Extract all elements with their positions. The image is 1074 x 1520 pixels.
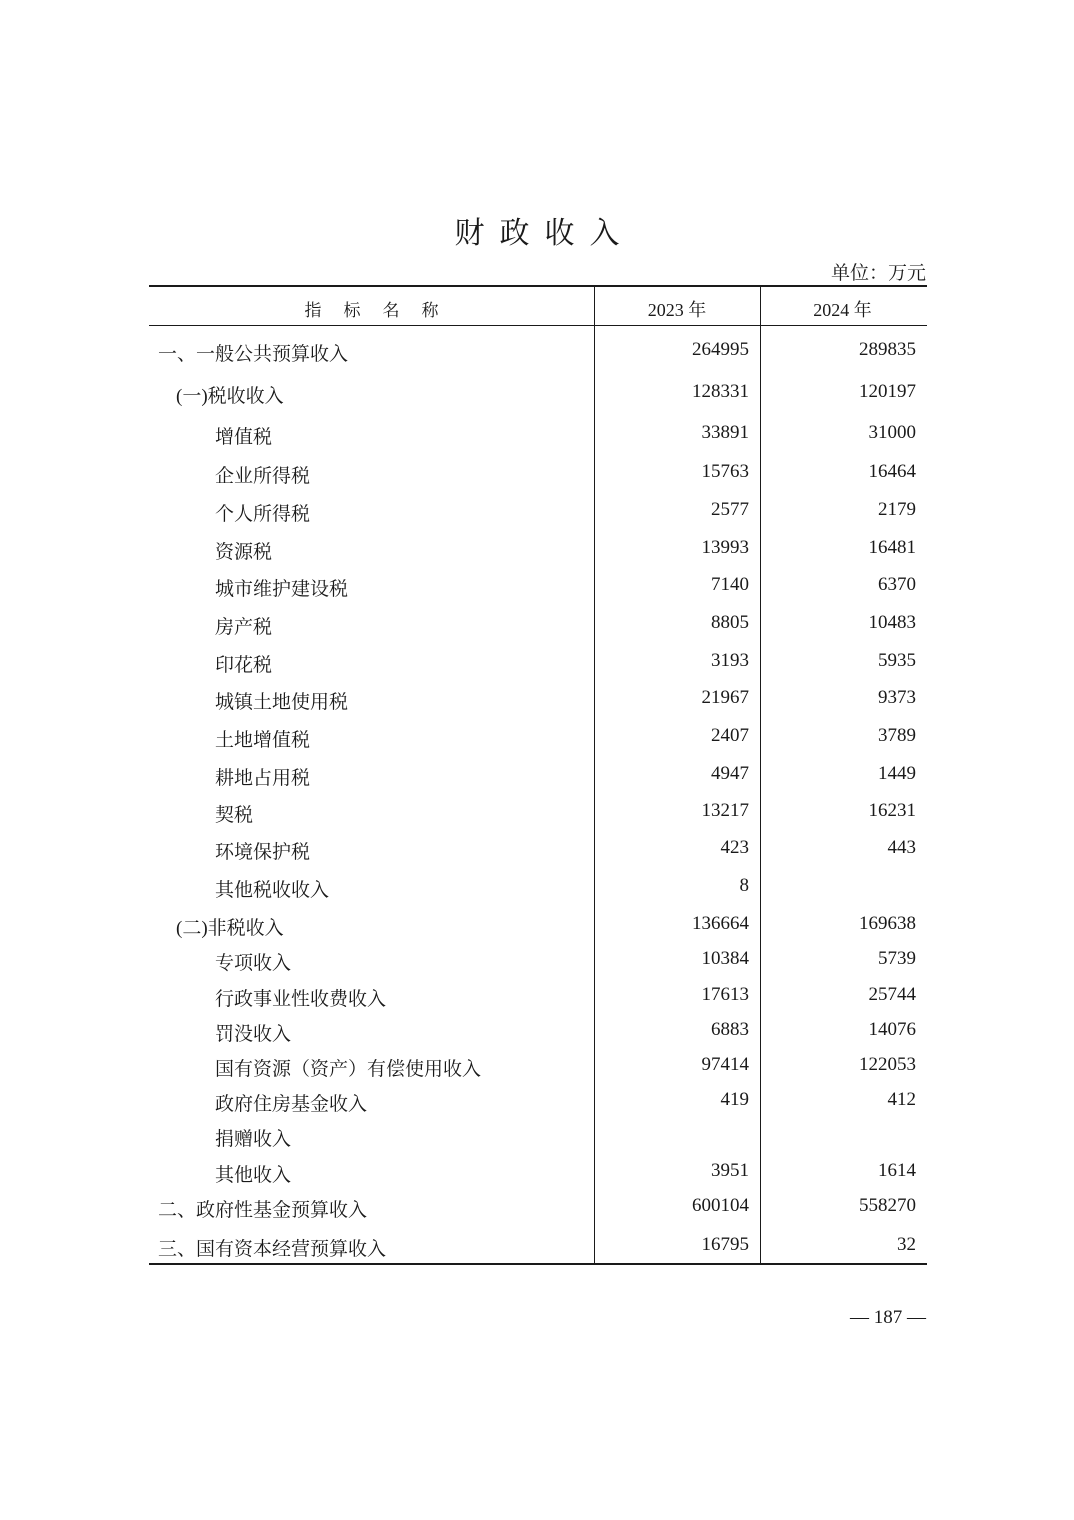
table-row (149, 567, 927, 601)
table-row (149, 374, 927, 408)
value-2023: 21967 (701, 687, 749, 708)
table-row (149, 793, 927, 827)
value-2023: 128331 (692, 381, 749, 402)
value-2023: 8 (739, 875, 749, 896)
value-2024: 16464 (868, 461, 916, 482)
row-label: 国有资源（资产）有偿使用收入 (215, 1059, 482, 1080)
table-row (149, 643, 927, 677)
row-label: 二、政府性基金预算收入 (158, 1200, 368, 1221)
table-header (149, 287, 927, 326)
row-label: 罚没收入 (215, 1024, 292, 1045)
table-row (149, 756, 927, 790)
value-2024: 16481 (868, 537, 916, 558)
table-row (149, 830, 927, 864)
value-2023: 3193 (711, 650, 749, 671)
row-label: 印花税 (215, 655, 273, 676)
table-row (149, 1227, 927, 1261)
row-label: 房产税 (215, 617, 273, 638)
unit-label: 单位：万元 (830, 263, 926, 284)
value-2023: 16795 (701, 1234, 749, 1255)
value-2024: 3789 (878, 725, 916, 746)
page-title: 财政收入 (454, 217, 635, 250)
row-label: 政府住房基金收入 (215, 1094, 368, 1115)
value-2023: 3951 (711, 1160, 749, 1181)
value-2024: 16231 (868, 800, 916, 821)
row-label: 其他税收收入 (215, 880, 330, 901)
value-2024: 9373 (878, 687, 916, 708)
table-row (149, 605, 927, 639)
row-label: 耕地占用税 (215, 768, 311, 789)
row-label: 专项收入 (215, 953, 292, 974)
row-label: (二)非税收入 (176, 918, 284, 939)
value-2024: 31000 (868, 422, 916, 443)
row-label: 城镇土地使用税 (215, 692, 349, 713)
value-2024: 5935 (878, 650, 916, 671)
header-year-2024: 2024 年 (813, 300, 872, 320)
value-2024: 1449 (878, 763, 916, 784)
row-label: 城市维护建设税 (215, 579, 349, 600)
row-label: (一)税收收入 (176, 386, 284, 407)
value-2023: 10384 (701, 948, 749, 969)
table-row (149, 1188, 927, 1222)
table-row (149, 530, 927, 564)
value-2023: 264995 (692, 339, 749, 360)
table-row (149, 492, 927, 526)
table-row (149, 941, 927, 975)
row-label: 行政事业性收费收入 (215, 989, 387, 1010)
header-indicator-name: 指标名称 (304, 301, 461, 321)
value-2024: 14076 (868, 1019, 916, 1040)
row-label: 个人所得税 (215, 504, 311, 525)
row-label: 契税 (215, 805, 254, 826)
value-2024: 122053 (859, 1054, 916, 1075)
row-label: 一、一般公共预算收入 (158, 344, 349, 365)
table-row (149, 680, 927, 714)
row-label: 环境保护税 (215, 842, 311, 863)
value-2024: 289835 (859, 339, 916, 360)
value-2023: 13217 (701, 800, 749, 821)
row-label: 增值税 (215, 427, 273, 448)
value-2023: 2407 (711, 725, 749, 746)
value-2024: 10483 (868, 612, 916, 633)
row-label: 企业所得税 (215, 466, 311, 487)
row-label: 土地增值税 (215, 730, 311, 751)
value-2023: 97414 (701, 1054, 749, 1075)
table-row (149, 332, 927, 366)
value-2023: 4947 (711, 763, 749, 784)
value-2023: 8805 (711, 612, 749, 633)
value-2024: 5739 (878, 948, 916, 969)
value-2023: 423 (720, 837, 749, 858)
value-2024: 1614 (878, 1160, 916, 1181)
row-label: 三、国有资本经营预算收入 (158, 1239, 387, 1260)
value-2023: 33891 (701, 422, 749, 443)
value-2023: 600104 (692, 1195, 749, 1216)
row-label: 捐赠收入 (215, 1129, 292, 1150)
table-row (149, 1047, 927, 1081)
value-2024: 169638 (859, 913, 916, 934)
row-label: 资源税 (215, 542, 273, 563)
table-row (149, 454, 927, 488)
value-2023: 419 (720, 1089, 749, 1110)
value-2023: 6883 (711, 1019, 749, 1040)
value-2024: 558270 (859, 1195, 916, 1216)
value-2024: 120197 (859, 381, 916, 402)
table-row (149, 415, 927, 449)
row-label: 其他收入 (215, 1165, 292, 1186)
header-year-2023: 2023 年 (647, 300, 707, 320)
table-row (149, 977, 927, 1011)
table-row (149, 1117, 927, 1151)
value-2023: 15763 (701, 461, 749, 482)
value-2024: 25744 (868, 984, 916, 1005)
table-row (149, 1082, 927, 1116)
value-2024: 412 (887, 1089, 916, 1110)
revenue-table (149, 285, 927, 1265)
table-row (149, 1012, 927, 1046)
value-2024: 2179 (878, 499, 916, 520)
value-2024: 32 (897, 1234, 916, 1255)
table-row (149, 906, 927, 940)
value-2024: 6370 (878, 574, 916, 595)
value-2023: 2577 (711, 499, 749, 520)
table-row (149, 868, 927, 902)
value-2023: 17613 (701, 984, 749, 1005)
value-2023: 7140 (711, 574, 749, 595)
page-number: — 187 — (850, 1307, 926, 1328)
table-row (149, 1153, 927, 1187)
value-2024: 443 (887, 837, 916, 858)
value-2023: 136664 (692, 913, 749, 934)
table-row (149, 718, 927, 752)
value-2023: 13993 (701, 537, 749, 558)
